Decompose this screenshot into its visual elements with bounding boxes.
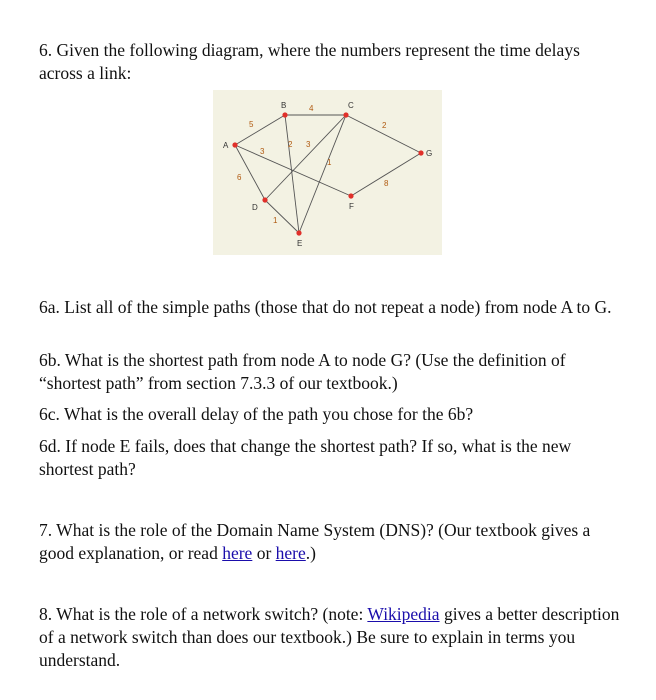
question-7 — [39, 519, 624, 565]
question-7-or: or — [252, 543, 276, 563]
node-label-c: C — [348, 101, 354, 110]
question-7-end: .) — [305, 543, 316, 563]
node-label-e: E — [297, 239, 303, 248]
network-diagram-svg — [213, 90, 442, 255]
question-6b: 6b. What is the shortest path from node A to node G? (Use the definition of “shortest path” from section 7.3.3 of our textbook.) — [39, 350, 566, 393]
node-g — [418, 150, 423, 155]
question-8-text: 8. What is the role of a network switch? (note: — [39, 604, 368, 624]
weight-b-e: 2 — [288, 140, 293, 149]
edge-d-c — [265, 115, 346, 200]
node-f — [348, 193, 353, 198]
weight-e-c: 1 — [327, 158, 332, 167]
node-label-d: D — [252, 203, 258, 212]
dns-link-2[interactable]: here — [275, 543, 306, 563]
node-label-a: A — [223, 141, 229, 150]
weight-f-g: 8 — [384, 179, 389, 188]
node-c — [343, 112, 348, 117]
question-6: 6. Given the following diagram, where the numbers represent the time delays across a link: — [39, 40, 580, 83]
question-8 — [39, 603, 624, 672]
network-diagram — [213, 90, 442, 255]
weight-a-b: 5 — [249, 120, 254, 129]
weight-a-e: 3 — [260, 147, 265, 156]
weight-b-c: 4 — [309, 104, 314, 113]
question-6d: 6d. If node E fails, does that change the shortest path? If so, what is the new shortest path? — [39, 436, 572, 479]
node-a — [232, 142, 237, 147]
node-label-f: F — [349, 202, 354, 211]
weight-d-c: 3 — [306, 140, 311, 149]
edge-f-g — [351, 153, 421, 196]
edge-d-e — [265, 200, 299, 233]
question-6a: 6a. List all of the simple paths (those that do not repeat a node) from node A to G. — [39, 297, 612, 317]
node-d — [262, 197, 267, 202]
weight-c-g: 2 — [382, 121, 387, 130]
question-7-text: 7. What is the role of the Domain Name System (DNS)? (Our textbook gives a good explanation, or read — [39, 520, 591, 563]
node-label-b: B — [281, 101, 287, 110]
question-8-end: gives a better description of a network switch than does our textbook.) Be sure to explain in terms you understand. — [39, 604, 620, 670]
weight-d-e: 1 — [273, 216, 278, 225]
edge-b-e — [285, 115, 299, 233]
edge-a-b — [235, 115, 285, 145]
wikipedia-link[interactable]: Wikipedia — [367, 604, 440, 624]
node-b — [282, 112, 287, 117]
node-e — [296, 230, 301, 235]
edge-e-c — [299, 115, 346, 233]
dns-link-1[interactable]: here — [222, 543, 253, 563]
question-6c: 6c. What is the overall delay of the path you chose for the 6b? — [39, 404, 474, 424]
weight-a-d: 6 — [237, 173, 242, 182]
node-label-g: G — [426, 149, 433, 158]
